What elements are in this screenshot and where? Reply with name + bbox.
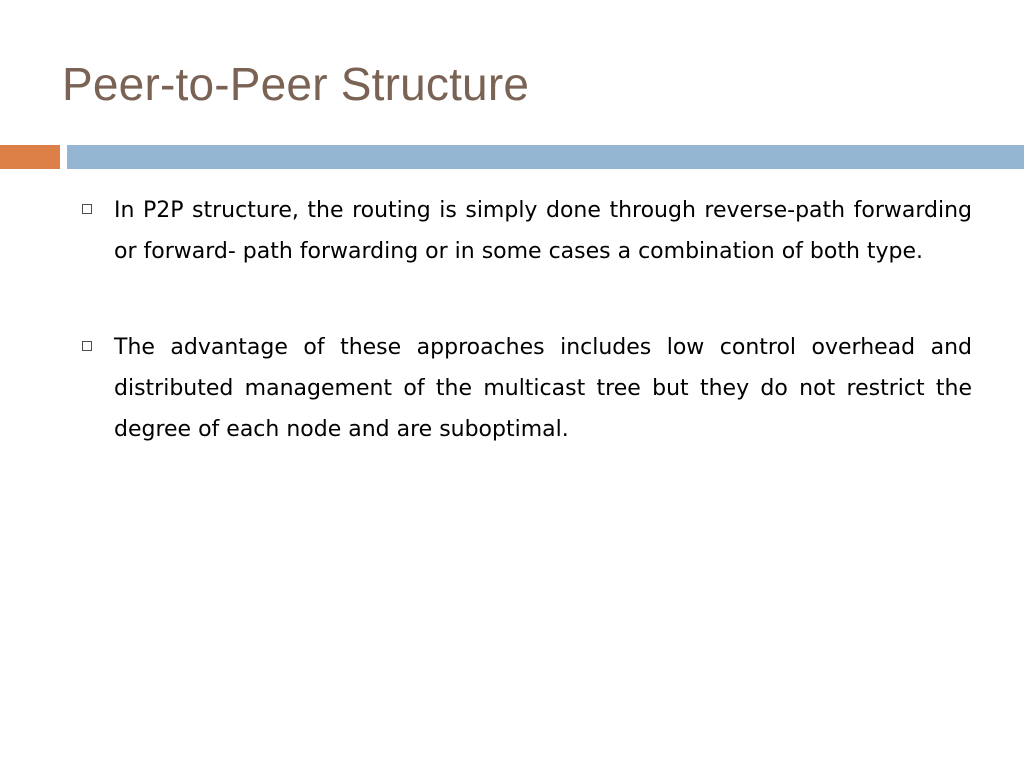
accent-bar-blue: [67, 145, 1024, 169]
bullet-text: In P2P structure, the routing is simply done through reverse-path forwarding or forward- path forwarding or in some cases a combination of both type.: [114, 198, 972, 264]
bullet-item: [82, 327, 972, 450]
square-bullet-icon: [82, 341, 92, 351]
accent-bar-orange: [0, 145, 60, 169]
slide-title: Peer-to-Peer Structure: [62, 58, 530, 110]
bullet-list: [82, 190, 972, 505]
square-bullet-icon: [82, 204, 92, 214]
bullet-text: The advantage of these approaches includes low control overhead and distributed management of the multicast tree but they do not restrict the degree of each node and are suboptimal.: [114, 335, 972, 442]
bullet-item: [82, 190, 972, 272]
